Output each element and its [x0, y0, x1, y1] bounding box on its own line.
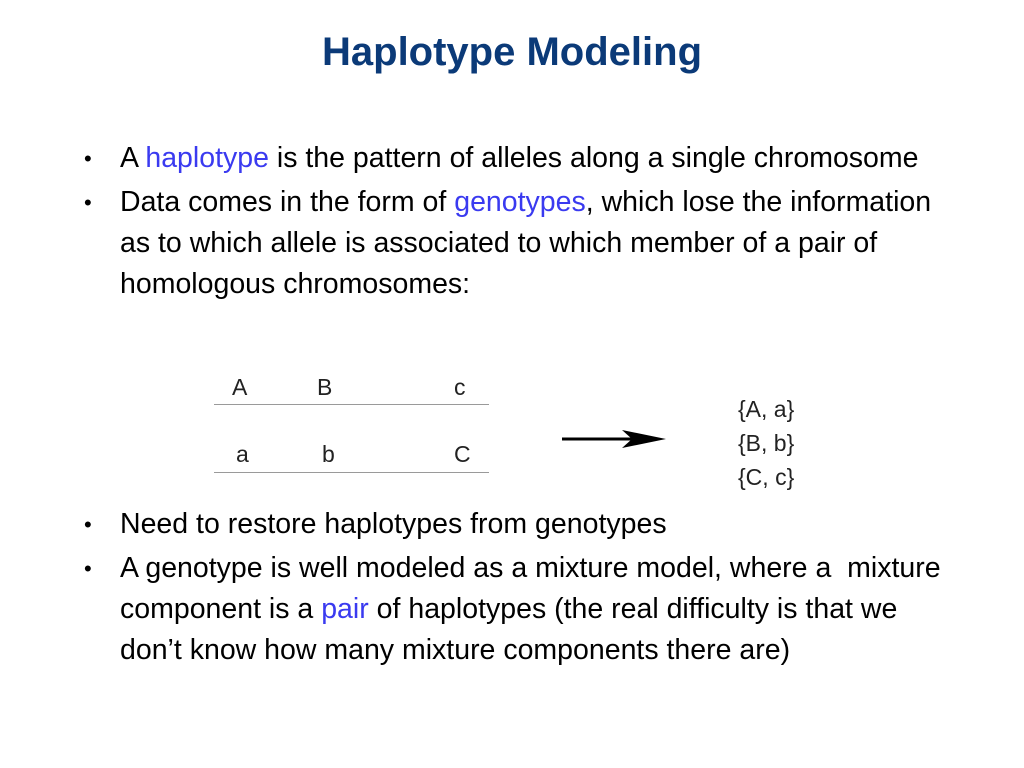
- highlight-term: haplotype: [145, 142, 269, 174]
- allele-label: C: [454, 441, 471, 467]
- bullet-list-bottom: [82, 504, 962, 674]
- allele-label: b: [322, 441, 335, 467]
- bullet-text-post: of haplotypes (the real difficulty is that we don’t know how many mixture components there are): [120, 593, 898, 666]
- genotype-entry: {C, c}: [738, 464, 795, 490]
- bullet-icon: •: [84, 146, 92, 171]
- bullet-text-post: , which lose the information as to which allele is associated to which member of a pair of homologous chromosomes:: [120, 186, 932, 300]
- highlight-term: pair: [321, 593, 369, 625]
- bullet-icon: •: [84, 556, 92, 581]
- bullet-text-pre: Need to restore haplotypes from genotypes: [120, 508, 667, 540]
- highlight-term: genotypes: [454, 186, 586, 218]
- bullet-item: [82, 504, 962, 545]
- bullet-item: [82, 182, 962, 305]
- genotype-entry: {A, a}: [738, 396, 795, 422]
- chromosome-line: [214, 404, 489, 405]
- allele-label: A: [232, 374, 248, 400]
- bullet-item: [82, 138, 962, 179]
- genotype-entry: {B, b}: [738, 430, 795, 456]
- allele-label: a: [236, 441, 249, 467]
- bullet-icon: •: [84, 190, 92, 215]
- right-arrow-icon: [562, 428, 666, 450]
- allele-label: c: [454, 374, 466, 400]
- bullet-icon: •: [84, 512, 92, 537]
- allele-label: B: [317, 374, 333, 400]
- slide-title: Haplotype Modeling: [322, 30, 702, 74]
- bullet-list-top: [82, 138, 962, 308]
- chromosome-line: [214, 472, 489, 473]
- bullet-text-pre: A: [120, 142, 146, 174]
- bullet-text-pre: A genotype is well modeled as a mixture model, where a mixture component is a: [120, 552, 949, 625]
- bullet-text-post: is the pattern of alleles along a single chromosome: [268, 142, 919, 174]
- bullet-item: [82, 548, 962, 671]
- haplotype-diagram: [210, 370, 830, 500]
- bullet-text-pre: Data comes in the form of: [120, 186, 455, 218]
